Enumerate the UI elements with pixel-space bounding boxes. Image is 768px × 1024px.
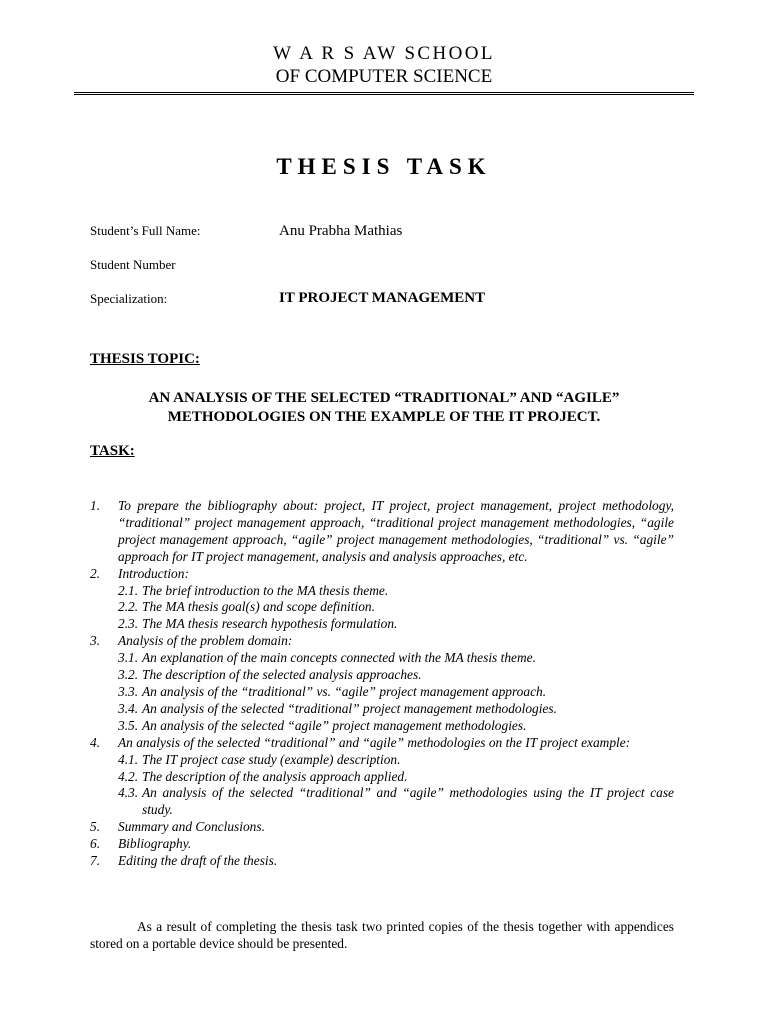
list-item: 2.1. The brief introduction to the MA thesis theme.: [118, 582, 389, 598]
school-name-line1: W A R S AW SCHOOL: [273, 43, 495, 64]
list-item: 4.2. The description of the analysis approach applied.: [118, 768, 408, 784]
list-item: 4.3. An analysis of the selected “traditional” and “agile” methodologies using the IT project case study.: [118, 785, 674, 818]
school-name-line2: OF COMPUTER SCIENCE: [275, 66, 493, 87]
list-item: 6. Bibliography.: [90, 836, 192, 852]
sub-list: [118, 583, 674, 634]
student-name-value: Anu Prabha Mathias: [279, 223, 403, 239]
list-item: 2. Introduction: 2.1. The brief introduction to the MA thesis theme. 2.2. The MA thesis goal(s) and scope definition. 2.3. The MA thesis research hypothesis formulation.: [90, 566, 674, 634]
list-item: 3.4. An analysis of the selected “traditional” project management methodologies.: [118, 700, 557, 716]
header-rule: [74, 92, 694, 95]
list-item: 4. An analysis of the selected “traditional” and “agile” methodologies on the IT project example: 4.1. The IT project case study (example) description. 4.2. The description of the analysis approach applied. 4.3. An analysis of the selected “traditional” and “agile” methodologies using the IT project case study.: [90, 734, 674, 818]
student-number-label: Student Number: [90, 257, 176, 272]
student-name-label: Student’s Full Name:: [90, 223, 201, 238]
list-item: 3.2. The description of the selected analysis approaches.: [118, 667, 422, 683]
list-item: 3.3. An analysis of the “traditional” vs. “agile” project management approach.: [118, 683, 547, 699]
list-item: 2.2. The MA thesis goal(s) and scope definition.: [118, 599, 375, 615]
specialization-label: Specialization:: [90, 291, 168, 306]
page-title: THESIS TASK: [276, 154, 492, 179]
list-item: 2.3. The MA thesis research hypothesis formulation.: [118, 616, 398, 632]
sub-list: [118, 650, 674, 735]
list-item: 5. Summary and Conclusions.: [90, 819, 265, 835]
list-item: 7. Editing the draft of the thesis.: [90, 853, 278, 869]
sub-list: [118, 752, 674, 820]
task-list: [90, 498, 674, 870]
list-item: 3.1. An explanation of the main concepts connected with the MA thesis theme.: [118, 650, 536, 666]
specialization-value: IT PROJECT MANAGEMENT: [279, 290, 486, 306]
thesis-topic-line1: AN ANALYSIS OF THE SELECTED “TRADITIONAL” AND “AGILE”: [148, 390, 620, 406]
thesis-topic-text: [74, 389, 694, 427]
school-name: [0, 42, 768, 88]
thesis-topic-heading: THESIS TOPIC:: [90, 351, 200, 367]
list-item: 1. To prepare the bibliography about: project, IT project, project management, project methodology, “traditional” project management approach, “traditional project management methodologies, “agile project management approach, “agile” project management methodologies, “traditional” vs. “agile” approach for IT project management, analysis and analysis approaches, etc.: [90, 498, 674, 564]
closing-paragraph: As a result of completing the thesis task two printed copies of the thesis together with appendices stored on a portable device should be presented.: [90, 919, 674, 951]
task-heading: TASK:: [90, 443, 135, 459]
thesis-topic-line2: METHODOLOGIES ON THE EXAMPLE OF THE IT PROJECT.: [167, 409, 601, 425]
list-item: 3. Analysis of the problem domain: 3.1. An explanation of the main concepts connected with the MA thesis theme. 3.2. The description of the selected analysis approaches. 3.3. An analysis of the “traditional” vs. “agile” project management approach. 3.4. An analysis of the selected “traditional” project management methodologies. 3.5. An analysis of the selected “agile” project management methodologies.: [90, 633, 674, 734]
list-item: 4.1. The IT project case study (example) description.: [118, 751, 401, 767]
list-item: 3.5. An analysis of the selected “agile” project management methodologies.: [118, 717, 527, 733]
